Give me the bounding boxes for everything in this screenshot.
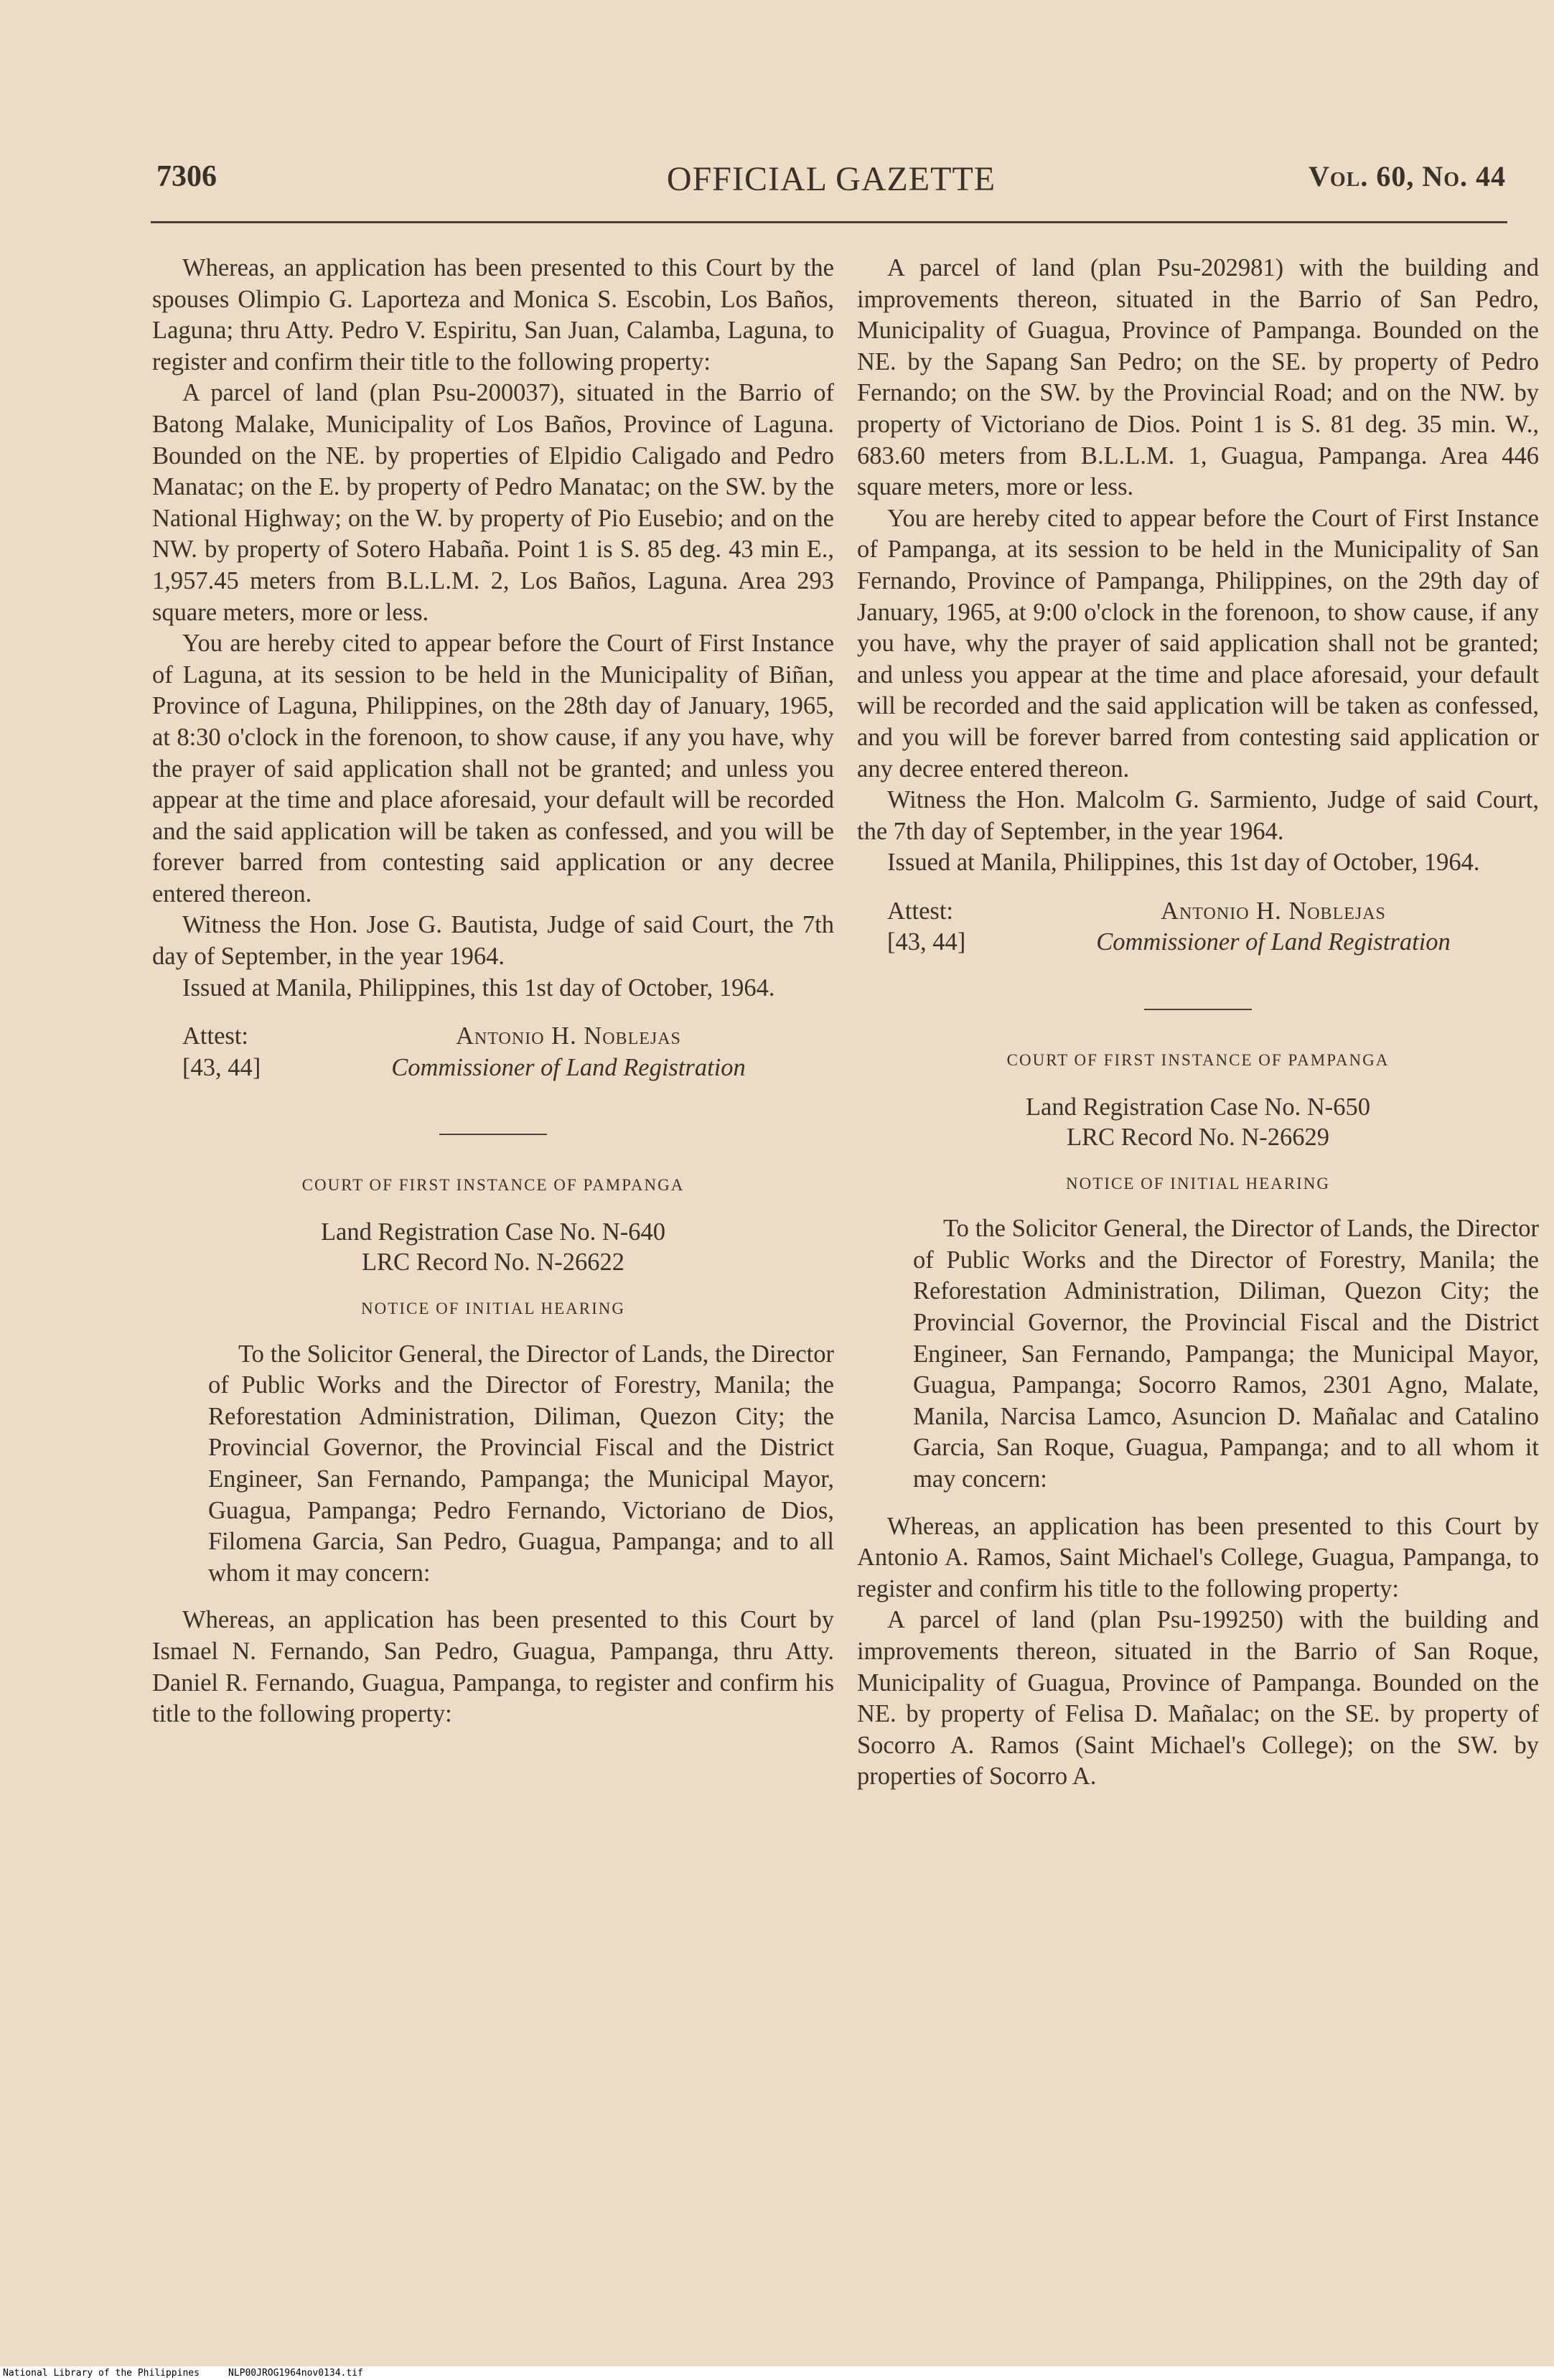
paragraph: Whereas, an application has been presented to this Court by the spouses Olimpio G. Laporteza and Monica S. Escobin, Los Baños, Laguna; thru Atty. Pedro V. Espiritu, San Juan, Calamba, Laguna, to register and confirm their title to the following property:: [152, 254, 834, 375]
attest-reference: [43, 44]: [887, 928, 966, 956]
court-heading: COURT OF FIRST INSTANCE OF PAMPANGA: [301, 1176, 685, 1195]
attestation: [152, 1021, 834, 1083]
publication-title: OFFICIAL GAZETTE: [666, 160, 996, 198]
lrc-record-number: LRC Record No. N-26622: [361, 1249, 625, 1277]
page-number: 7306: [156, 160, 217, 193]
court-heading: COURT OF FIRST INSTANCE OF PAMPANGA: [1006, 1051, 1390, 1070]
header-rule: [151, 221, 1507, 223]
paragraph: A parcel of land (plan Psu-202981) with the building and improvements thereon, situated in the Barrio of San Pedro, Municipality of Guagua, Province of Pampanga. Bounded on the NE. by the Sapang San Pedro; on the SE. by property of Pedro Fernando; on the SW. by the Provincial Road; and on the NW. by property of Victoriano de Dios. Point 1 is S. 81 deg. 35 min. W., 683.60 meters from B.L.L.M. 1, Guagua, Pampanga. Area 446 square meters, more or less.: [857, 254, 1539, 501]
notice-heading: NOTICE OF INITIAL HEARING: [361, 1299, 625, 1318]
paragraph: Issued at Manila, Philippines, this 1st day of October, 1964.: [887, 849, 1480, 877]
attest-name: Antonio H. Noblejas: [456, 1022, 681, 1050]
library-credit: National Library of the Philippines: [3, 2368, 200, 2379]
left-column: [152, 253, 834, 1730]
paragraph: Whereas, an application has been presented to this Court by Ismael N. Fernando, San Pedro, Guagua, Pampanga, thru Atty. Daniel R. Fernando, Guagua, Pampanga, to register and confirm his title to the following property:: [152, 1606, 834, 1728]
attest-title: Commissioner of Land Registration: [391, 1053, 746, 1081]
section-divider: [439, 1134, 547, 1135]
paragraph: Issued at Manila, Philippines, this 1st day of October, 1964.: [182, 974, 775, 1002]
attest-label: Attest:: [182, 1022, 248, 1050]
paragraph: Witness the Hon. Jose G. Bautista, Judge of said Court, the 7th day of September, in the year 1964.: [152, 911, 834, 971]
case-number: Land Registration Case No. N-640: [320, 1218, 666, 1246]
paragraph: A parcel of land (plan Psu-200037), situated in the Barrio of Batong Malake, Municipality of Los Baños, Province of Laguna. Bounded on the NE. by properties of Elpidio Caligado and Pedro Manatac; on the E. by property of Pedro Manatac; on the SW. by the National Highway; on the W. by property of Pio Eusebio; and on the NW. by property of Sotero Habaña. Point 1 is S. 85 deg. 43 min E., 1,957.45 meters from B.L.L.M. 2, Los Baños, Laguna. Area 293 square meters, more or less.: [152, 379, 834, 626]
paragraph: You are hereby cited to appear before the Court of First Instance of Laguna, at its session to be held in the Municipality of Biñan, Province of Laguna, Philippines, on the 28th day of January, 1965, at 8:30 o'clock in the forenoon, to show cause, if any you have, why the prayer of said application shall not be granted; and unless you appear at the time and place aforesaid, your default will be recorded and the said application will be taken as confessed, and you will be forever barred from contesting said application or any decree entered thereon.: [152, 630, 834, 907]
address-paragraph: To the Solicitor General, the Director of Lands, the Director of Public Works and the Director of Forestry, Manila; the Reforestation Administration, Diliman, Quezon City; the Provincial Governor, the Provincial Fiscal and the District Engineer, San Fernando, Pampanga; the Municipal Mayor, Guagua, Pampanga; Socorro Ramos, 2301 Agno, Malate, Manila, Narcisa Lamco, Asuncion D. Mañalac and Catalino Garcia, San Roque, Guagua, Pampanga; and to all whom it may concern:: [913, 1215, 1539, 1493]
volume-number: Vol. 60, No. 44: [1308, 160, 1506, 192]
case-number: Land Registration Case No. N-650: [1025, 1093, 1371, 1121]
lrc-record-number: LRC Record No. N-26629: [1066, 1123, 1330, 1151]
paragraph: Whereas, an application has been presented to this Court by Antonio A. Ramos, Saint Michael's College, Guagua, Pampanga, to register and confirm his title to the following property:: [857, 1512, 1539, 1602]
right-column: [857, 253, 1539, 1793]
attest-name: Antonio H. Noblejas: [1161, 897, 1386, 925]
attest-reference: [43, 44]: [182, 1053, 261, 1081]
scan-filename: NLP00JROG1964nov0134.tif: [228, 2368, 363, 2379]
address-paragraph: To the Solicitor General, the Director of Lands, the Director of Public Works and the Director of Forestry, Manila; the Reforestation Administration, Diliman, Quezon City; the Provincial Governor, the Provincial Fiscal and the District Engineer, San Fernando, Pampanga; the Municipal Mayor, Guagua, Pampanga; Pedro Fernando, Victoriano de Dios, Filomena Garcia, San Pedro, Guagua, Pampanga; and to all whom it may concern:: [208, 1340, 834, 1587]
section-divider: [1144, 1009, 1252, 1010]
attest-title: Commissioner of Land Registration: [1096, 928, 1451, 956]
paragraph: You are hereby cited to appear before the Court of First Instance of Pampanga, at its session to be held in the Municipality of San Fernando, Province of Pampanga, Philippines, on the 29th day of January, 1965, at 9:00 o'clock in the forenoon, to show cause, if any you have, why the prayer of said application shall not be granted; and unless you appear at the time and place aforesaid, your default will be recorded and the said application will be taken as confessed, and you will be forever barred from contesting said application or any decree entered thereon.: [857, 504, 1539, 783]
notice-heading: NOTICE OF INITIAL HEARING: [1066, 1174, 1330, 1193]
attestation: [857, 896, 1539, 958]
paragraph: Witness the Hon. Malcolm G. Sarmiento, Judge of said Court, the 7th day of September, in the year 1964.: [857, 786, 1539, 845]
page-header: [156, 159, 1506, 210]
attest-label: Attest:: [887, 897, 953, 925]
scan-footer: [0, 2366, 1554, 2380]
paragraph: A parcel of land (plan Psu-199250) with the building and improvements thereon, situated in the Barrio of San Roque, Municipality of Guagua, Province of Pampanga. Bounded on the NE. by property of Felisa D. Mañalac; on the SE. by property of Socorro A. Ramos (Saint Michael's College); on the SW. by properties of Socorro A.: [857, 1606, 1539, 1791]
